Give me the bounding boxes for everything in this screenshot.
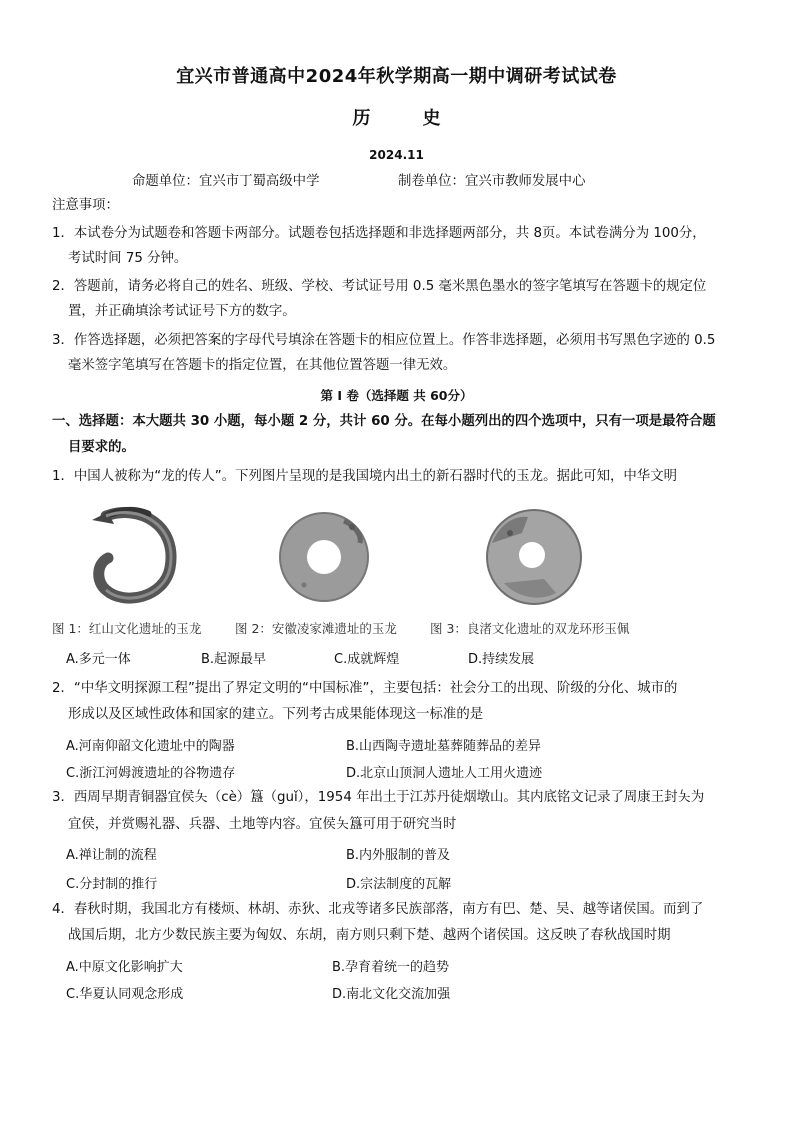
- q2-option-b: B.山西陶寺遗址墓葬随葬品的差异: [346, 739, 542, 754]
- q3-stem-a: 3．西周早期青铜器宜侯夨（cè）簋（guǐ），1954 年出土于江苏丹徒烟墩山。其内底铭文记录了周康王封夨为: [52, 790, 705, 805]
- q3-option-a: A.禅让制的流程: [66, 848, 157, 863]
- section-title: 第 I 卷（选择题 共 60分）: [320, 388, 473, 403]
- q1-option-c: C.成就辉煌: [334, 652, 400, 667]
- q2-option-d: D.北京山顶洞人遗址人工用火遗迹: [346, 766, 543, 781]
- q4-option-c: C.华夏认同观念形成: [66, 987, 184, 1002]
- q2-option-a: A.河南仰韶文化遗址中的陶器: [66, 739, 235, 754]
- q3-option-d: D.宗法制度的瓦解: [346, 877, 452, 892]
- q1-caption-1: 图 1：红山文化遗址的玉龙: [52, 621, 202, 636]
- subject-char-2: 史: [422, 108, 441, 129]
- note-2-line-b: 置，并正确填涂考试证号下方的数字。: [68, 304, 296, 319]
- q2-stem-a: 2．“中华文明探源工程”提出了界定文明的“中国标准”，主要包括：社会分工的出现、阶级的分化、城市的: [52, 681, 678, 696]
- q4-option-a: A.中原文化影响扩大: [66, 960, 183, 975]
- q4-option-d: D.南北文化交流加强: [332, 987, 451, 1002]
- setter-unit: 命题单位：宜兴市丁蜀高级中学: [132, 174, 320, 189]
- q4-stem-a: 4．春秋时期，我国北方有楼烦、林胡、赤狄、北戎等诸多民族部落，南方有巴、楚、吴、越等诸侯国。而到了: [52, 902, 704, 917]
- section-intro-a: 一、选择题：本大题共 30 小题，每小题 2 分，共计 60 分。在每小题列出的四个选项中，只有一项是最符合题: [52, 414, 716, 429]
- q4-stem-b: 战国后期，北方少数民族主要为匈奴、东胡，南方则只剩下楚、越两个诸侯国。这反映了春秋战国时期: [68, 928, 671, 943]
- q3-option-c: C.分封制的推行: [66, 877, 158, 892]
- q1-stem: 1．中国人被称为“龙的传人”。下列图片呈现的是我国境内出土的新石器时代的玉龙。据此可知，中华文明: [52, 469, 677, 484]
- note-1-line-b: 考试时间 75 分钟。: [68, 251, 188, 266]
- printer-unit: 制卷单位：宜兴市教师发展中心: [398, 174, 586, 189]
- q1-caption-2: 图 2：安徽凌家滩遗址的玉龙: [235, 621, 397, 636]
- note-1-line-a: 1．本试卷分为试题卷和答题卡两部分。试题卷包括选择题和非选择题两部分，共 8页。本试卷满分为 100分，: [52, 226, 706, 241]
- q2-stem-b: 形成以及区域性政体和国家的建立。下列考古成果能体现这一标准的是: [68, 707, 484, 722]
- q2-option-c: C.浙江河姆渡遗址的谷物遗存: [66, 766, 236, 781]
- note-2-line-a: 2．答题前，请务必将自己的姓名、班级、学校、考试证号用 0.5 毫米黑色墨水的签字笔填写在答题卡的规定位: [52, 279, 707, 294]
- q3-stem-b: 宜侯，并赏赐礼器、兵器、土地等内容。宜侯夨簋可用于研究当时: [68, 817, 457, 832]
- subject-heading: [0, 104, 793, 130]
- note-3-line-b: 毫米签字笔填写在答题卡的指定位置，在其他位置答题一律无效。: [68, 358, 457, 373]
- q4-option-b: B.孕育着统一的趋势: [332, 960, 450, 975]
- q1-option-a: A.多元一体: [66, 652, 131, 667]
- subject-char-1: 历: [352, 108, 371, 129]
- q3-option-b: B.内外服制的普及: [346, 848, 451, 863]
- q1-option-b: B.起源最早: [201, 652, 267, 667]
- note-3-line-a: 3．作答选择题，必须把答案的字母代号填涂在答题卡的相应位置上。作答非选择题，必须用书写黑色字迹的 0.5: [52, 333, 716, 348]
- section-intro-b: 目要求的。: [68, 440, 135, 455]
- jade-dragon-image-1: [78, 498, 190, 610]
- q1-option-d: D.持续发展: [468, 652, 535, 667]
- exam-date: 2024.11: [369, 148, 424, 162]
- jade-dragon-image-3: [482, 503, 586, 609]
- jade-dragon-image-2: [274, 505, 374, 605]
- exam-title: 宜兴市普通高中2024年秋学期高一期中调研考试试卷: [176, 66, 617, 87]
- notes-heading: 注意事项：: [52, 198, 119, 213]
- q1-caption-3: 图 3：良渚文化遗址的双龙环形玉佩: [430, 621, 630, 636]
